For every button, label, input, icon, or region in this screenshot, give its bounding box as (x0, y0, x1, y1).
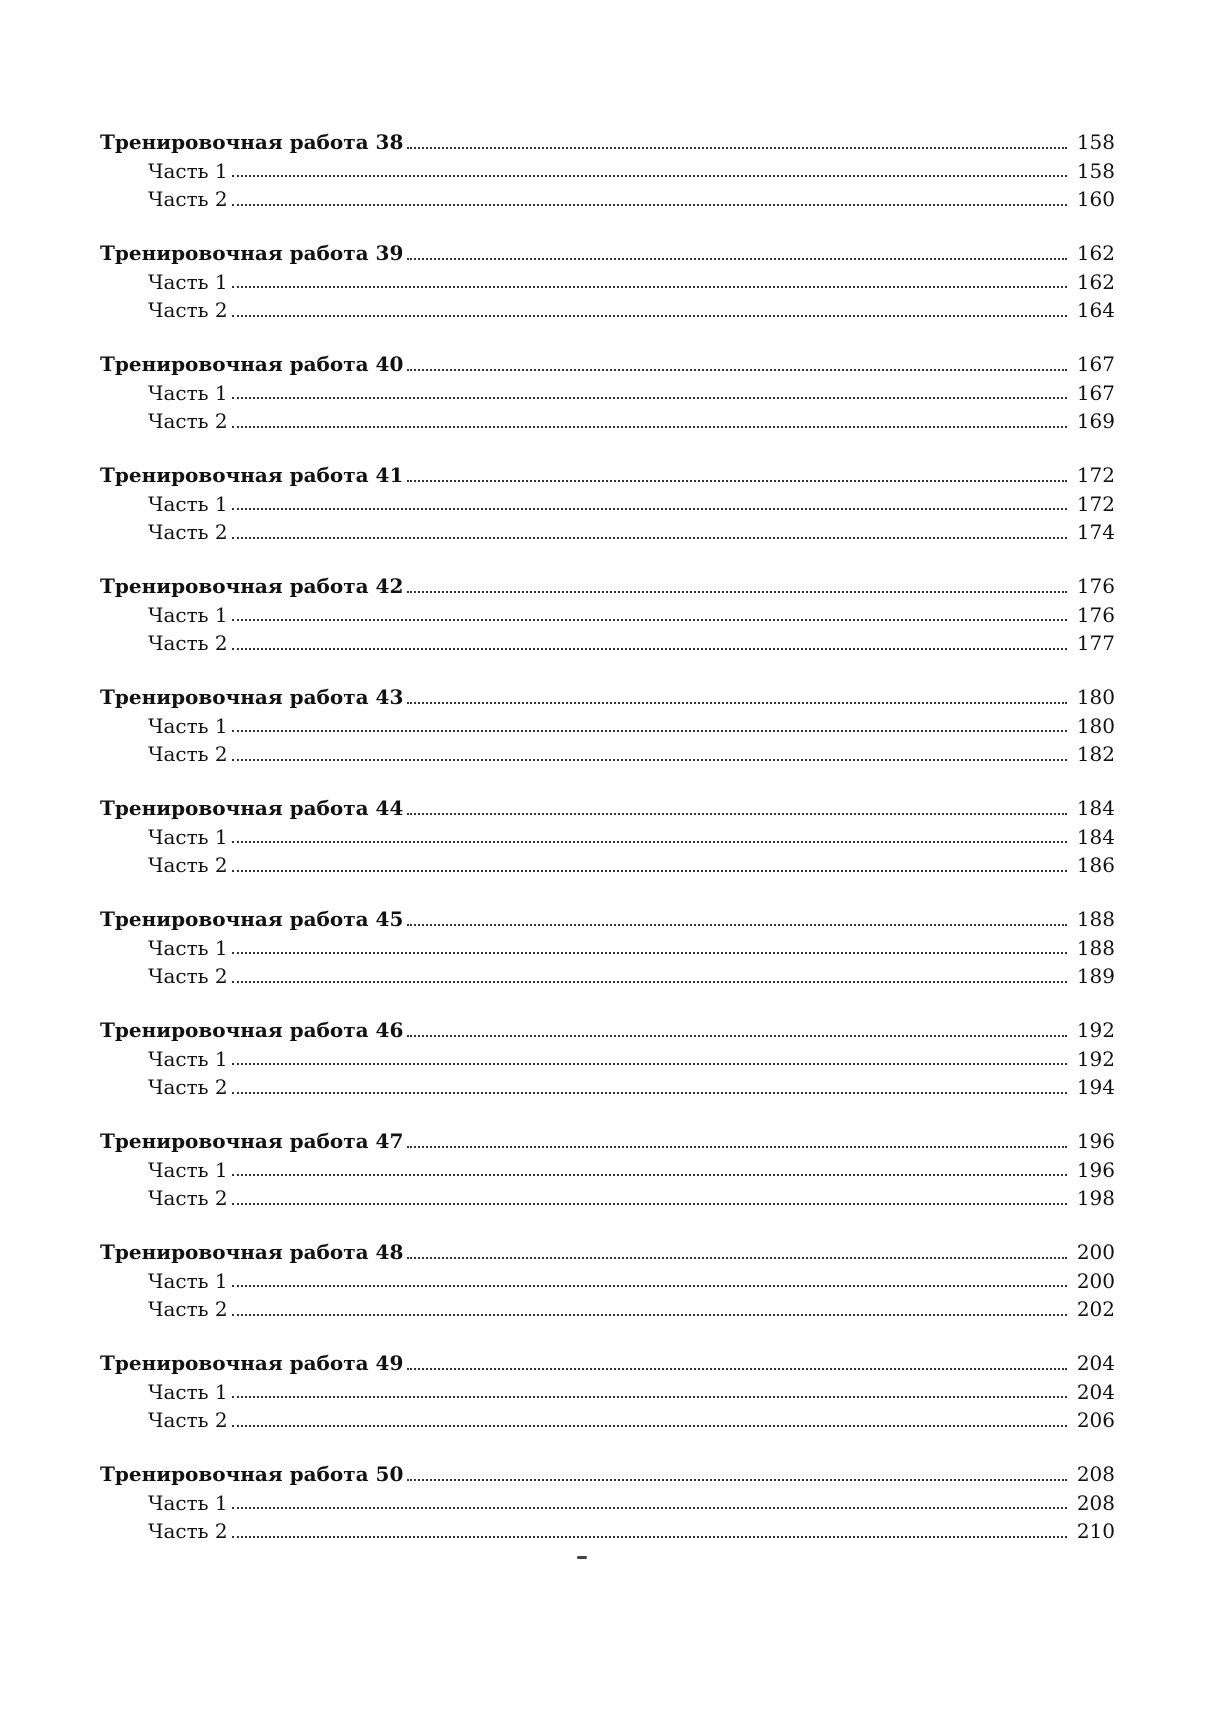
toc-page-number: 180 (1076, 713, 1115, 738)
toc-entry-part-1[interactable] (100, 379, 1115, 408)
toc-entry-title: Часть 1 (148, 1157, 228, 1182)
dot-leader (232, 1516, 1067, 1538)
toc-entry-part-2[interactable] (100, 1295, 1115, 1324)
toc-page-number: 186 (1076, 853, 1115, 878)
toc-page-number: 162 (1076, 269, 1115, 294)
toc-entry-part-1[interactable] (100, 1267, 1115, 1296)
toc-entry-work-44[interactable] (100, 794, 1115, 823)
toc-entry-title: Часть 2 (148, 1186, 228, 1211)
toc-entry-work-50[interactable] (100, 1460, 1115, 1489)
toc-entry-title: Тренировочная работа 43 (100, 685, 404, 709)
toc-entry-title: Часть 1 (148, 491, 228, 516)
toc-entry-title: Часть 1 (148, 1268, 228, 1293)
toc-page-number: 160 (1076, 187, 1115, 212)
dot-leader (232, 1294, 1067, 1316)
dot-leader (232, 377, 1067, 399)
dot-leader (232, 932, 1067, 954)
toc-section (100, 683, 1115, 794)
toc-entry-title: Тренировочная работа 44 (100, 796, 404, 820)
toc-page-number: 188 (1076, 935, 1115, 960)
toc-entry-title: Часть 1 (148, 824, 228, 849)
toc-page-number: 164 (1076, 298, 1115, 323)
toc-entry-title: Часть 1 (148, 602, 228, 627)
toc-page-number: 210 (1076, 1519, 1115, 1544)
toc-page-number: 158 (1076, 130, 1115, 154)
toc-entry-part-2[interactable] (100, 1517, 1115, 1546)
toc-entry-part-2[interactable] (100, 407, 1115, 436)
toc-entry-title: Часть 2 (148, 1408, 228, 1433)
dot-leader (232, 406, 1067, 428)
dot-leader (232, 184, 1067, 206)
dot-leader (232, 517, 1067, 539)
page-folio-mark (577, 1556, 587, 1559)
toc-entry-title: Тренировочная работа 46 (100, 1018, 404, 1042)
toc-section (100, 1127, 1115, 1238)
toc-entry-work-49[interactable] (100, 1349, 1115, 1378)
toc-page-number: 196 (1076, 1157, 1115, 1182)
dot-leader (407, 1126, 1067, 1148)
dot-leader (232, 961, 1067, 983)
toc-entry-part-2[interactable] (100, 185, 1115, 214)
toc-entry-part-1[interactable] (100, 1045, 1115, 1074)
toc-entry-title: Часть 2 (148, 631, 228, 656)
toc-entry-work-42[interactable] (100, 572, 1115, 601)
toc-entry-part-2[interactable] (100, 962, 1115, 991)
toc-section (100, 1238, 1115, 1349)
dot-leader (232, 1487, 1067, 1509)
dot-leader (407, 904, 1067, 926)
toc-entry-title: Часть 1 (148, 713, 228, 738)
dot-leader (232, 1043, 1067, 1065)
dot-leader (407, 571, 1067, 593)
toc-page-number: 172 (1076, 463, 1115, 487)
toc-entry-title: Тренировочная работа 49 (100, 1351, 404, 1375)
dot-leader (407, 1237, 1067, 1259)
toc-entry-title: Часть 2 (148, 1075, 228, 1100)
toc-entry-work-43[interactable] (100, 683, 1115, 712)
toc-entry-title: Часть 1 (148, 935, 228, 960)
dot-leader (407, 349, 1067, 371)
toc-page-number: 204 (1076, 1351, 1115, 1375)
toc-entry-title: Часть 2 (148, 1297, 228, 1322)
toc-entry-work-40[interactable] (100, 350, 1115, 379)
toc-entry-title: Часть 1 (148, 380, 228, 405)
toc-page-number: 180 (1076, 685, 1115, 709)
dot-leader (232, 1183, 1067, 1205)
toc-section (100, 239, 1115, 350)
toc-page-number: 189 (1076, 964, 1115, 989)
dot-leader (407, 682, 1067, 704)
toc-entry-part-2[interactable] (100, 1073, 1115, 1102)
toc-section (100, 350, 1115, 461)
toc-entry-work-39[interactable] (100, 239, 1115, 268)
table-of-contents (100, 128, 1115, 1571)
dot-leader (407, 127, 1067, 149)
toc-page-number: 169 (1076, 409, 1115, 434)
toc-entry-part-1[interactable] (100, 1489, 1115, 1518)
toc-entry-title: Часть 1 (148, 269, 228, 294)
toc-entry-title: Часть 2 (148, 298, 228, 323)
toc-page-number: 182 (1076, 742, 1115, 767)
toc-page-number: 196 (1076, 1129, 1115, 1153)
toc-entry-title: Часть 2 (148, 853, 228, 878)
dot-leader (232, 599, 1067, 621)
toc-page-number: 167 (1076, 352, 1115, 376)
toc-entry-work-45[interactable] (100, 905, 1115, 934)
toc-page-number: 158 (1076, 158, 1115, 183)
toc-entry-title: Тренировочная работа 45 (100, 907, 404, 931)
dot-leader (232, 1376, 1067, 1398)
toc-entry-work-47[interactable] (100, 1127, 1115, 1156)
toc-entry-part-1[interactable] (100, 823, 1115, 852)
toc-page-number: 192 (1076, 1046, 1115, 1071)
dot-leader (232, 1265, 1067, 1287)
toc-entry-part-1[interactable] (100, 268, 1115, 297)
toc-entry-part-1[interactable] (100, 601, 1115, 630)
dot-leader (407, 460, 1067, 482)
toc-section (100, 128, 1115, 239)
toc-entry-title: Тренировочная работа 42 (100, 574, 404, 598)
toc-page-number: 177 (1076, 631, 1115, 656)
toc-entry-title: Тренировочная работа 47 (100, 1129, 404, 1153)
toc-entry-part-1[interactable] (100, 490, 1115, 519)
toc-section (100, 905, 1115, 1016)
dot-leader (232, 266, 1067, 288)
dot-leader (232, 488, 1067, 510)
toc-section (100, 461, 1115, 572)
toc-entry-title: Часть 2 (148, 1519, 228, 1544)
toc-section (100, 572, 1115, 683)
toc-entry-part-2[interactable] (100, 296, 1115, 325)
dot-leader (407, 1459, 1067, 1481)
dot-leader (232, 1405, 1067, 1427)
toc-entry-work-41[interactable] (100, 461, 1115, 490)
toc-page-number: 188 (1076, 907, 1115, 931)
toc-page-number: 176 (1076, 574, 1115, 598)
toc-entry-title: Часть 2 (148, 520, 228, 545)
toc-entry-part-2[interactable] (100, 518, 1115, 547)
toc-entry-title: Часть 1 (148, 1046, 228, 1071)
dot-leader (232, 295, 1067, 317)
dot-leader (407, 1015, 1067, 1037)
toc-entry-part-2[interactable] (100, 1184, 1115, 1213)
toc-section (100, 794, 1115, 905)
toc-entry-part-2[interactable] (100, 851, 1115, 880)
toc-section (100, 1016, 1115, 1127)
toc-entry-title: Часть 2 (148, 964, 228, 989)
toc-page-number: 200 (1076, 1240, 1115, 1264)
toc-entry-title: Часть 2 (148, 409, 228, 434)
toc-entry-part-1[interactable] (100, 1378, 1115, 1407)
toc-entry-work-48[interactable] (100, 1238, 1115, 1267)
toc-page-number: 194 (1076, 1075, 1115, 1100)
toc-entry-title: Часть 2 (148, 187, 228, 212)
toc-entry-title: Тренировочная работа 48 (100, 1240, 404, 1264)
toc-page-number: 184 (1076, 796, 1115, 820)
toc-entry-work-46[interactable] (100, 1016, 1115, 1045)
dot-leader (232, 628, 1067, 650)
toc-entry-title: Часть 1 (148, 1490, 228, 1515)
toc-entry-title: Тренировочная работа 41 (100, 463, 404, 487)
toc-entry-part-1[interactable] (100, 712, 1115, 741)
toc-entry-title: Тренировочная работа 38 (100, 130, 404, 154)
dot-leader (232, 1072, 1067, 1094)
toc-page-number: 172 (1076, 491, 1115, 516)
toc-page-number: 162 (1076, 241, 1115, 265)
toc-entry-part-1[interactable] (100, 934, 1115, 963)
toc-entry-title: Часть 2 (148, 742, 228, 767)
toc-entry-title: Тренировочная работа 39 (100, 241, 404, 265)
toc-page-number: 202 (1076, 1297, 1115, 1322)
toc-page-number: 208 (1076, 1462, 1115, 1486)
toc-section (100, 1460, 1115, 1571)
toc-page-number: 184 (1076, 824, 1115, 849)
toc-page-number: 208 (1076, 1490, 1115, 1515)
toc-page-number: 167 (1076, 380, 1115, 405)
dot-leader (232, 850, 1067, 872)
toc-entry-title: Часть 1 (148, 158, 228, 183)
dot-leader (232, 710, 1067, 732)
toc-entry-title: Часть 1 (148, 1379, 228, 1404)
toc-page-number: 192 (1076, 1018, 1115, 1042)
dot-leader (232, 821, 1067, 843)
dot-leader (232, 739, 1067, 761)
toc-entry-part-2[interactable] (100, 740, 1115, 769)
toc-page-number: 176 (1076, 602, 1115, 627)
toc-entry-work-38[interactable] (100, 128, 1115, 157)
toc-section (100, 1349, 1115, 1460)
toc-page-number: 200 (1076, 1268, 1115, 1293)
toc-entry-title: Тренировочная работа 50 (100, 1462, 404, 1486)
toc-entry-part-1[interactable] (100, 1156, 1115, 1185)
toc-entry-part-2[interactable] (100, 1406, 1115, 1435)
dot-leader (407, 793, 1067, 815)
dot-leader (232, 155, 1067, 177)
toc-entry-part-2[interactable] (100, 629, 1115, 658)
toc-page-number: 204 (1076, 1379, 1115, 1404)
toc-page-number: 206 (1076, 1408, 1115, 1433)
toc-page-number: 174 (1076, 520, 1115, 545)
dot-leader (407, 1348, 1067, 1370)
toc-entry-title: Тренировочная работа 40 (100, 352, 404, 376)
dot-leader (232, 1154, 1067, 1176)
toc-page-number: 198 (1076, 1186, 1115, 1211)
dot-leader (407, 238, 1067, 260)
toc-entry-part-1[interactable] (100, 157, 1115, 186)
